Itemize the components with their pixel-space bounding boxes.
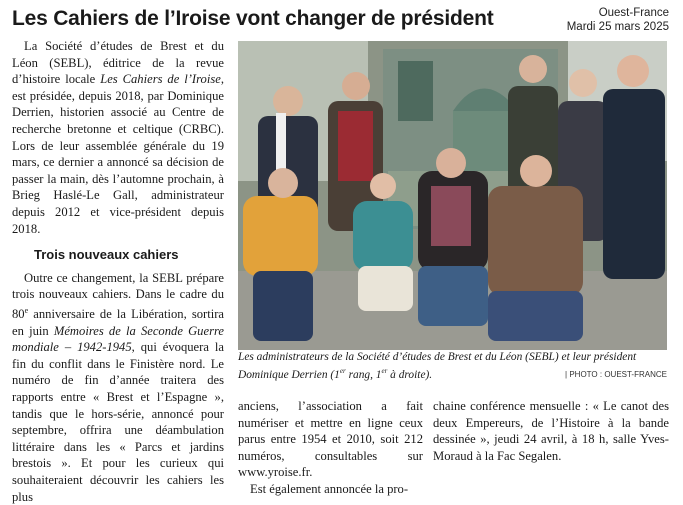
col2-paragraph-2: Est également annoncée la pro- [250,481,409,496]
source-name: Ouest-France [598,7,669,19]
intro-paragraph: La Société d’études de Brest et du Léon (SEBL), éditrice de la revue d’histoire locale Les Cahiers de l’Iroise, est présidée, depuis 2018, par Dominique Derrien, historien associé au Centre de recherche bretonne et celtique (CRBC). Lors de leur assemblée générale du 19 mars, ce dernier a annoncé sa décision de passer la main, dès l’automne prochain, à Brieg Haslé-Le Gall, administrateur depuis 2012 et vice-président depuis 2018. [12,39,224,236]
subheading: Trois nouveaux cahiers [34,247,179,263]
group-photo [238,41,667,350]
article-column-1 [12,38,224,505]
article-column-3 [433,398,669,464]
source-block [567,6,669,34]
article-column-2 [238,398,423,498]
source-date: Mardi 25 mars 2025 [566,21,669,33]
photo-caption: Les administrateurs de la Société d’études de Brest et du Léon (SEBL) et leur président Dominique Derrien (1er rang, 1er à droite). [238,351,637,381]
photo-credit: | PHOTO : OUEST-FRANCE [565,370,667,379]
body-paragraph: Outre ce changement, la SEBL prépare trois nouveaux cahiers. Dans le cadre du 80e anniversaire de la Libération, sortira en juin Mémoires de la Seconde Guerre mondiale – 1942-1945, qui évoquera la fin du conflit dans le Finistère nord. Le numéro de fin d’année traitera des rapports entre « Brest et l’Espagne », tandis que le hors-série, annoncé pour septembre, offrira une déambulation littéraire dans les « Parcs et jardins brestois ». Et pour les curieux qui souhaiteraient découvrir les cahiers les plus [12,270,224,504]
col3-paragraph-1: chaine conférence mensuelle : « Le canot des deux Empereurs, de l’Histoire à la bande dessinée », jeudi 24 avril, à 18 h, salle Yves-Moraud à la Fac Segalen. [433,399,669,463]
headline: Les Cahiers de l’Iroise vont changer de président [12,7,494,30]
person [418,148,488,326]
col2-paragraph-1: anciens, l’association a fait numériser et mettre en ligne ceux parus entre 1954 et 2010, soit 212 numéros, consultables sur www.yroise.fr. [238,399,423,480]
